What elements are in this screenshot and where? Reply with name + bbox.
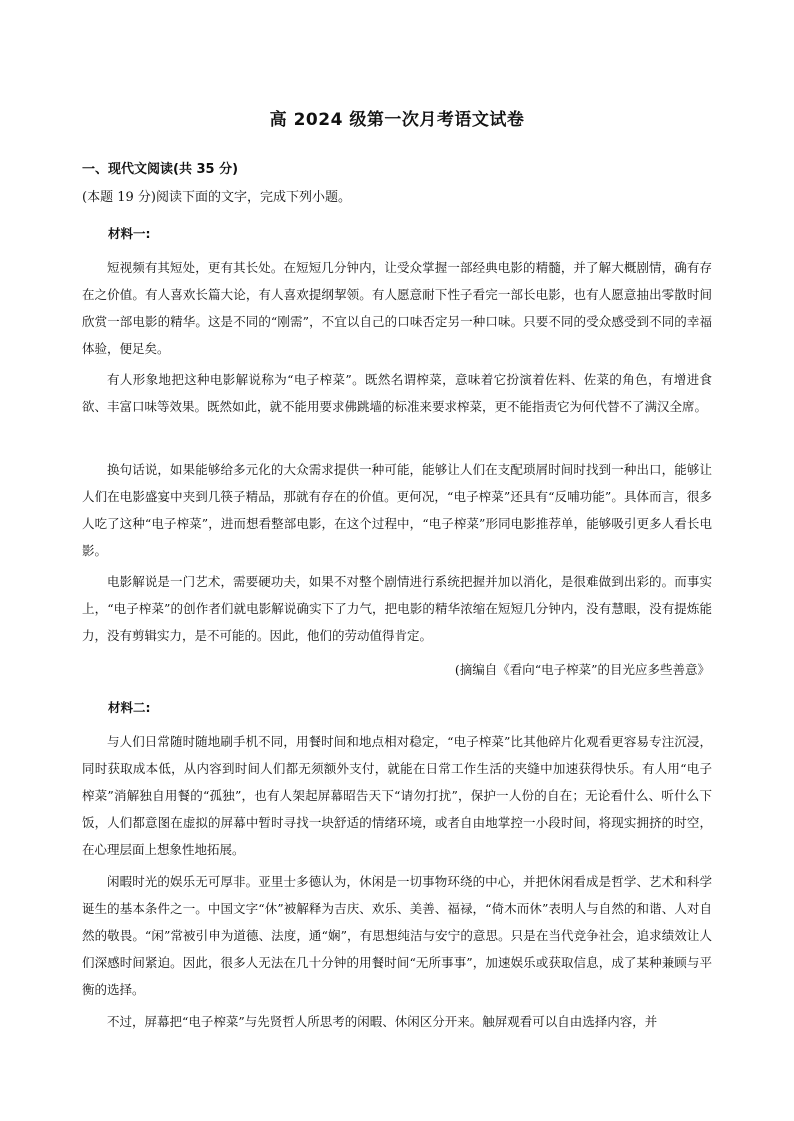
paragraph: 有人形象地把这种电影解说称为“电子榨菜”。既然名谓榨菜，意味着它扮演着佐料、佐菜的角色，有增进食欲、丰富口味等效果。既然如此，就不能用要求佛跳墙的标准来要求榨菜，更不能指责它为何代替不了满汉全席。 [82, 372, 712, 414]
paragraph: 电影解说是一门艺术，需要硬功夫，如果不对整个剧情进行系统把握并加以消化，是很难做到出彩的。而事实上，“电子榨菜”的创作者们就电影解说确实下了力气，把电影的精华浓缩在短短几分钟内，没有慧眼，没有提炼能力，没有剪辑实力，是不可能的。因此，他们的劳动值得肯定。 [82, 574, 712, 643]
material-one-label: 材料一: [108, 226, 151, 241]
paragraph: 与人们日常随时随地刷手机不同，用餐时间和地点相对稳定，“电子榨菜”比其他碎片化观看更容易专注沉浸，同时获取成本低，从内容到时间人们都无须额外支付，就能在日常工作生活的夹缝中加速获得快乐。有人用“电子榨菜”消解独自用餐的“孤独”，也有人架起屏幕昭告天下“请勿打扰”，保护一人份的自在；无论看什么、听什么下饭，人们都意图在虚拟的屏幕中暂时寻找一块舒适的情绪环境，或者自由地掌控一小段时间，将现实拥挤的时空，在心理层面上想象性地拓展。 [82, 734, 712, 857]
paragraph: 短视频有其短处，更有其长处。在短短几分钟内，让受众掌握一部经典电影的精髓，并了解大概剧情，确有存在之价值。有人喜欢长篇大论，有人喜欢提纲挈领。有人愿意耐下性子看完一部长电影，也有人愿意抽出零散时间欣赏一部电影的精华。这是不同的“刚需”，不宜以自己的口味否定另一种口味。只要不同的受众感受到不同的幸福体验，便足矣。 [82, 260, 712, 356]
question-intro: (本题 19 分)阅读下面的文字，完成下列小题。 [82, 190, 351, 205]
paragraph: 闲暇时光的娱乐无可厚非。亚里士多德认为，休闲是一切事物环绕的中心，并把休闲看成是哲学、艺术和科学诞生的基本条件之一。中国文字“休”被解释为吉庆、欢乐、美善、福禄，“倚木而休”表明人与自然的和谐、人对自然的敬畏。“闲”常被引申为道德、法度，通“娴”，有思想纯洁与安宁的意思。只是在当代竞争社会，追求绩效让人们深感时间紧迫。因此，很多人无法在几十分钟的用餐时间“无所事事”，加速娱乐或获取信息，成了某种兼顾与平衡的选择。 [82, 874, 712, 997]
paragraph: 不过，屏幕把“电子榨菜”与先贤哲人所思考的闲暇、休闲区分开来。触屏观看可以自由选择内容，并 [107, 1014, 658, 1029]
source-citation: (摘编自《看向“电子榨菜”的目光应多些善意》 [454, 662, 710, 677]
page-title: 高 2024 级第一次月考语文试卷 [269, 110, 525, 130]
paragraph: 换句话说，如果能够给多元化的大众需求提供一种可能，能够让人们在支配琐屑时间时找到一种出口，能够让人们在电影盛宴中夹到几筷子精品，那就有存在的价值。更何况，“电子榨菜”还具有“反哺功能”。具体而言，很多人吃了这种“电子榨菜”，进而想看整部电影，在这个过程中，“电子榨菜”形同电影推荐单，能够吸引更多人看长电影。 [82, 462, 712, 558]
section-heading: 一、现代文阅读(共 35 分) [82, 162, 239, 177]
material-two-label: 材料二: [108, 700, 151, 715]
